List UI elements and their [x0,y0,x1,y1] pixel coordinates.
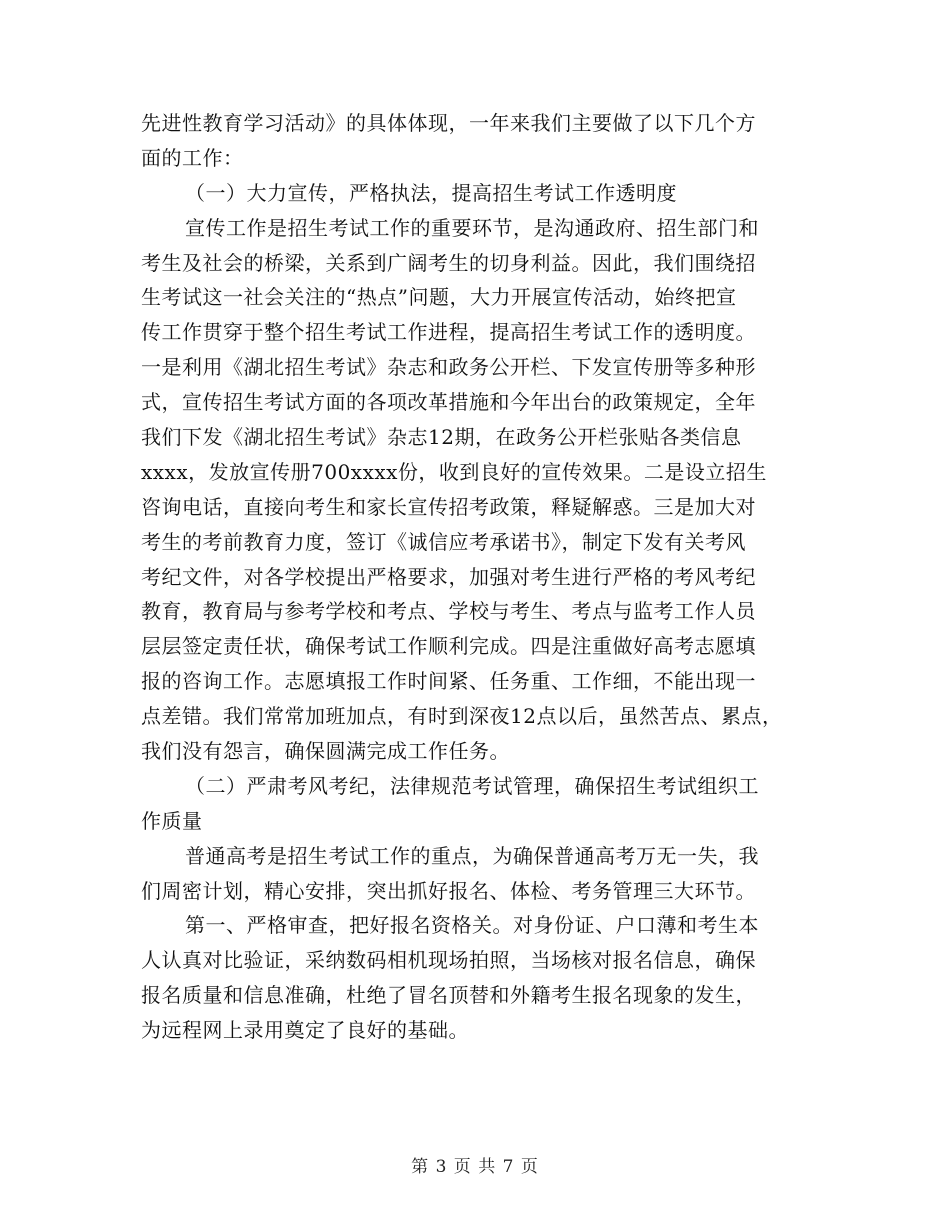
text-line: 传工作贯穿于整个招生考试工作进程，提高招生考试工作的透明度。 [141,320,756,345]
text-line: 面的工作： [141,145,244,170]
text-line: 宣传工作是招生考试工作的重要环节，是沟通政府、招生部门和 [185,215,759,240]
text-line: 为远程网上录用奠定了良好的基础。 [141,1018,469,1043]
text-line: 报的咨询工作。志愿填报工作时间紧、任务重、工作细，不能出现一 [141,669,756,694]
text-line: 作质量 [141,808,203,833]
text-line: 点差错。我们常常加班加点，有时到深夜12点以后，虽然苦点、累点， [141,704,783,729]
text-line: 教育，教育局与参考学校和考点、学校与考生、考点与监考工作人员 [141,599,756,624]
text-line: （一）大力宣传，严格执法，提高招生考试工作透明度 [185,180,677,205]
text-line: 先进性教育学习活动》的具体体现，一年来我们主要做了以下几个方 [141,111,756,135]
text-line: xxxx，发放宣传册700xxxx份，收到良好的宣传效果。二是设立招生 [141,459,767,484]
text-line: 式，宣传招生考试方面的各项改革措施和今年出台的政策规定，全年 [141,390,756,415]
text-line: 咨询电话，直接向考生和家长宣传招考政策，释疑解惑。三是加大对 [141,494,756,519]
text-line: 一是利用《湖北招生考试》杂志和政务公开栏、下发宣传册等多种形 [141,355,756,380]
page-number-footer: 第 3 页 共 7 页 [411,1157,539,1177]
text-line: 们周密计划，精心安排，突出抓好报名、体检、考务管理三大环节。 [141,878,756,903]
text-line: 我们下发《湖北招生考试》杂志12期，在政务公开栏张贴各类信息 [141,425,742,450]
text-line: （二）严肃考风考纪，法律规范考试管理，确保招生考试组织工 [185,773,759,798]
body-text [141,106,821,1048]
text-line: 层层签定责任状，确保考试工作顺利完成。四是注重做好高考志愿填 [141,634,756,659]
text-line: 考生的考前教育力度，签订《诚信应考承诺书》，制定下发有关考风 [141,529,746,554]
text-line: 生考试这一社会关注的“热点”问题，大力开展宣传活动，始终把宣 [141,285,737,310]
text-line: 报名质量和信息准确，杜绝了冒名顶替和外籍考生报名现象的发生， [141,983,756,1008]
text-line: 考生及社会的桥梁，关系到广阔考生的切身利益。因此，我们围绕招 [141,250,756,275]
text-line: 考纪文件，对各学校提出严格要求，加强对考生进行严格的考风考纪 [141,564,756,589]
text-line: 第一、严格审查，把好报名资格关。对身份证、户口薄和考生本 [185,913,759,938]
text-line: 普通高考是招生考试工作的重点，为确保普通高考万无一失，我 [185,843,759,868]
text-line: 人认真对比验证，采纳数码相机现场拍照，当场核对报名信息，确保 [141,948,756,973]
text-line: 我们没有怨言，确保圆满完成工作任务。 [141,739,510,764]
